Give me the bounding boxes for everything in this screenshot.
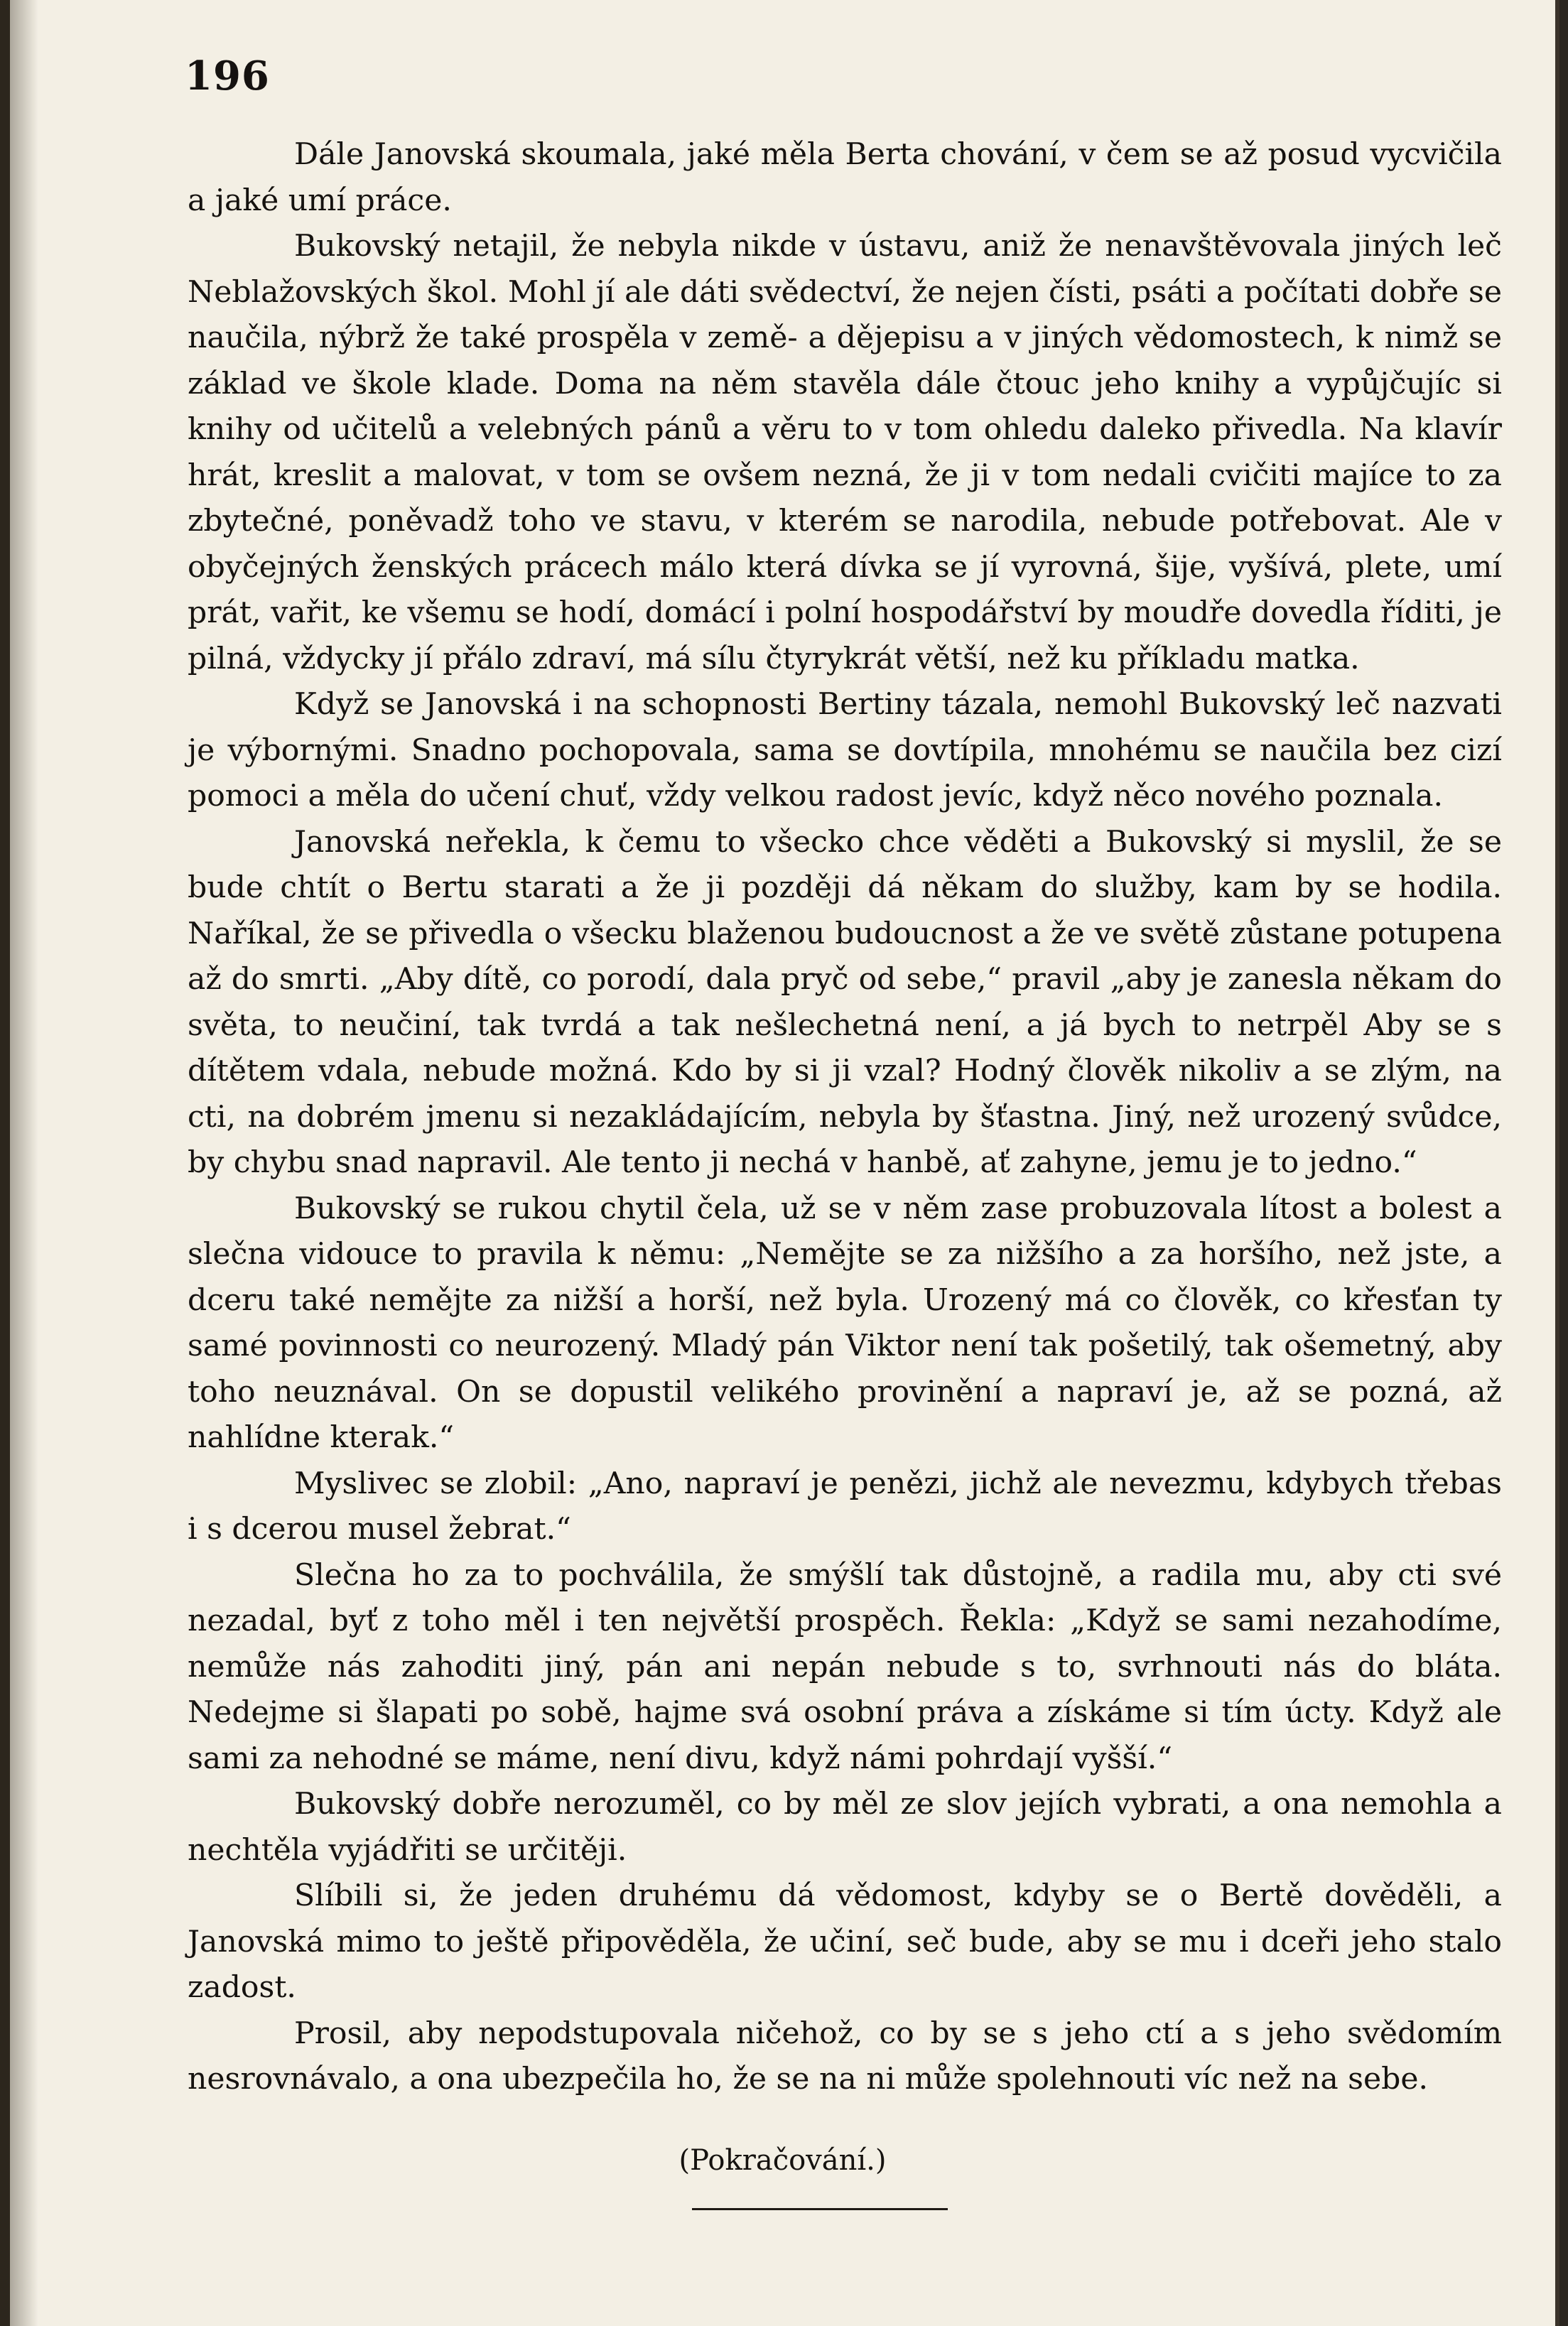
continuation-note: (Pokračování.) [678,2144,887,2177]
paragraph: Slíbili si, že jeden druhému dá vědomost, kdyby se o Bertě dověděli, a Janovská mimo to ještě připověděla, že učiní, seč bude, aby se mu i dceři jeho stalo zadost. [188,1878,1502,2005]
paragraph: Když se Janovská i na schopnosti Bertiny tázala, nemohl Bukovský leč nazvati je výbornými. Snadno pochopovala, sama se dovtípila, mnohému se naučila bez cizí pomoci a měla do učení chuť, vždy velkou radost jevíc, když něco nového poznala. [188,687,1502,813]
paragraph: Dále Janovská skoumala, jaké měla Berta chování, v čem se až posud vycvičila a jaké umí práce. [188,137,1502,218]
paragraph: Bukovský se rukou chytil čela, už se v něm zase probuzovala lítost a bolest a slečna vidouce to pravila k němu: „Nemějte se za nižšího a za horšího, než jste, a dceru také nemějte za nižší a horší, než byla. Urozený má co člověk, co křesťan ty samé povinnosti co neurozený. Mladý pán Viktor není tak pošetilý, tak ošemetný, aby toho neuznával. On se dopustil velikého provinění a napraví je, až se pozná, až nahlídne kterak.“ [188,1191,1502,1455]
paragraph: Prosil, aby nepodstupovala ničehož, co by se s jeho ctí a s jeho svědomím nesrovnávalo, a ona ubezpečila ho, že se na ni může spolehnouti víc než na sebe. [188,2016,1502,2097]
page-number: 196 [185,53,270,99]
paragraph: Myslivec se zlobil: „Ano, napraví je penězi, jichž ale nevezmu, kdybych třebas i s dcerou musel žebrat.“ [188,1466,1502,1547]
paragraph: Bukovský netajil, že nebyla nikde v ústavu, aniž že nenavštěvovala jiných leč Neblažovských škol. Mohl jí ale dáti svědectví, že nejen čísti, psáti a počítati dobře se naučila, nýbrž že také prospěla v země- a dějepisu a v jiných vědomostech, k nimž se základ ve škole klade. Doma na něm stavěla dále čtouc jeho knihy a vypůjčujíc si knihy od učitelů a velebných pánů a věru to v tom ohledu daleko přivedla. Na klavír hrát, kreslit a malovat, v tom se ovšem nezná, že ji v tom nedali cvičiti majíce to za zbytečné, poněvadž toho ve stavu, v kterém se narodila, nebude potřebovat. Ale v obyčejných ženských prácech málo která dívka se jí vyrovná, šije, vyšívá, plete, umí prát, vařit, ke všemu se hodí, domácí i polní hospodářství by moudře dovedla říditi, je pilná, vždycky jí přálo zdraví, má sílu čtyrykrát větší, než ku příkladu matka. [188,229,1502,676]
paragraph: Slečna ho za to pochválila, že smýšlí tak důstojně, a radila mu, aby cti své nezadal, byť z toho měl i ten největší prospěch. Řekla: „Když se sami nezahodíme, nemůže nás zahoditi jiný, pán ani nepán nebude s to, svrhnouti nás do bláta. Nedejme si šlapati po sobě, hajme svá osobní práva a získáme si tím úcty. Když ale sami za nehodné se máme, není divu, když námi pohrdají vyšší.“ [188,1557,1502,1776]
footer-rule [692,2208,948,2210]
paragraph: Bukovský dobře nerozuměl, co by měl ze slov jejích vybrati, a ona nemohla a nechtěla vyjádřiti se určitěji. [188,1787,1502,1868]
body-text [188,132,1502,2103]
paragraph: Janovská neřekla, k čemu to všecko chce věděti a Bukovský si myslil, že se bude chtít o Bertu starati a že ji později dá někam do služby, kam by se hodila. Naříkal, že se přivedla o všecku blaženou budoucnost a že ve světě zůstane potupena až do smrti. „Aby dítě, co porodí, dala pryč od sebe,“ pravil „aby je zanesla někam do světa, to neučiní, tak tvrdá a tak nešlechetná není, a já bych to netrpěl Aby se s dítětem vdala, nebude možná. Kdo by si ji vzal? Hodný člověk nikoliv a se zlým, na cti, na dobrém jmenu si nezakládajícím, nebyla by šťastna. Jiný, než urozený svůdce, by chybu snad napravil. Ale tento ji nechá v hanbě, ať zahyne, jemu je to jedno.“ [188,824,1502,1180]
